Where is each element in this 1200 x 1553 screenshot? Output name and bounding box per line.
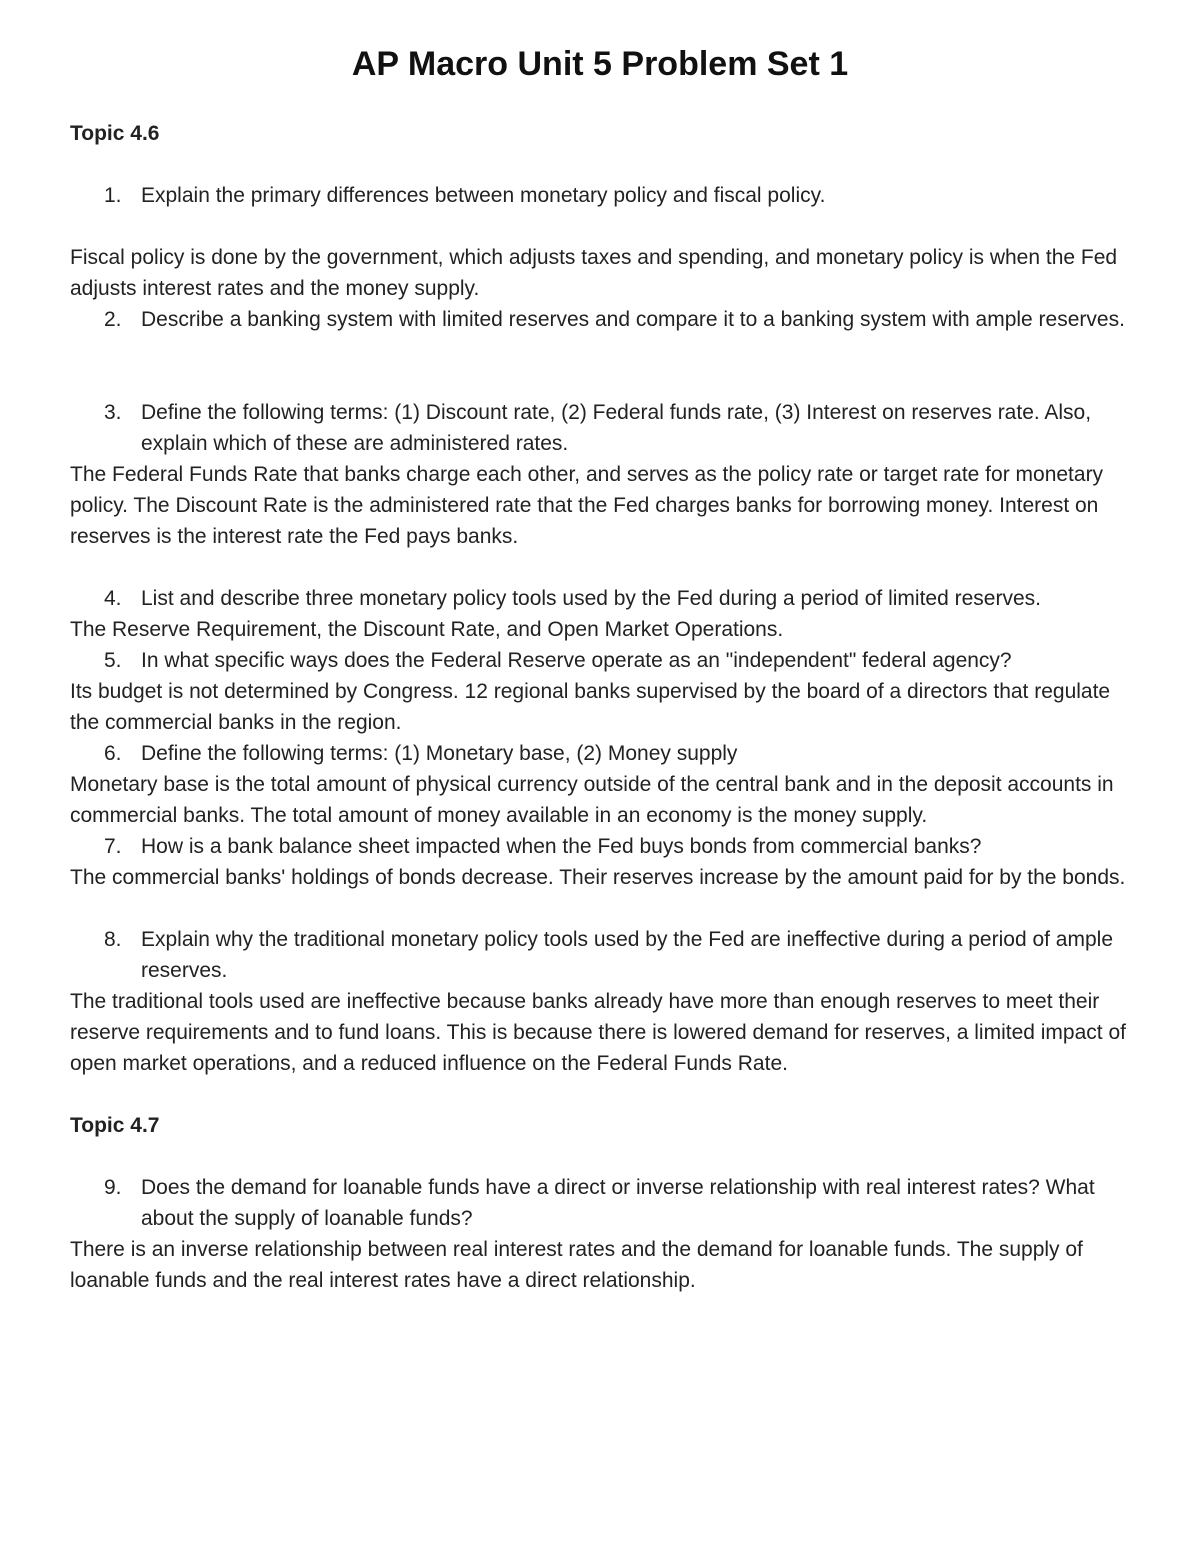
question-number: 2. — [104, 308, 122, 331]
question-number: 9. — [104, 1176, 122, 1199]
question-number: 4. — [104, 587, 122, 610]
question-5 — [70, 645, 1140, 676]
section-heading-topic-4-7: Topic 4.7 — [70, 1114, 160, 1137]
answer-7: The commercial banks' holdings of bonds decrease. Their reserves increase by the amount paid for by the bonds. — [70, 866, 1126, 889]
question-text: How is a bank balance sheet impacted when the Fed buys bonds from commercial banks? — [141, 835, 982, 858]
answer-5: Its budget is not determined by Congress. 12 regional banks supervised by the board of a directors that regulate the commercial banks in the region. — [70, 680, 1111, 734]
answer-6: Monetary base is the total amount of physical currency outside of the central bank and in the deposit accounts in commercial banks. The total amount of money available in an economy is the money supply. — [70, 773, 1114, 827]
question-number: 1. — [104, 184, 122, 207]
answer-1: Fiscal policy is done by the government, which adjusts taxes and spending, and monetary policy is when the Fed adjusts interest rates and the money supply. — [70, 246, 1118, 300]
question-text: Explain why the traditional monetary policy tools used by the Fed are ineffective during a period of ample reserves. — [141, 928, 1113, 982]
question-text: In what specific ways does the Federal Reserve operate as an "independent" federal agency? — [141, 649, 1012, 672]
question-text: Describe a banking system with limited reserves and compare it to a banking system with ample reserves. — [141, 308, 1125, 331]
section-heading-topic-4-6: Topic 4.6 — [70, 122, 160, 145]
question-text: Define the following terms: (1) Discount rate, (2) Federal funds rate, (3) Interest on reserves rate. Also, explain which of these are administered rates. — [141, 401, 1092, 455]
question-6 — [70, 738, 1140, 769]
page-title: AP Macro Unit 5 Problem Set 1 — [351, 45, 849, 83]
answer-3: The Federal Funds Rate that banks charge each other, and serves as the policy rate or target rate for monetary policy. The Discount Rate is the administered rate that the Fed charges banks for borrowing money. Interest on reserves is the interest rate the Fed pays banks. — [70, 463, 1104, 548]
question-7 — [70, 831, 1140, 862]
question-number: 8. — [104, 928, 122, 951]
question-text: List and describe three monetary policy tools used by the Fed during a period of limited reserves. — [141, 587, 1041, 610]
answer-4: The Reserve Requirement, the Discount Rate, and Open Market Operations. — [70, 618, 784, 641]
question-number: 6. — [104, 742, 122, 765]
answer-8: The traditional tools used are ineffective because banks already have more than enough reserves to meet their reserve requirements and to fund loans. This is because there is lowered demand for reserves, a limited impact of open market operations, and a reduced influence on the Federal Funds Rate. — [70, 990, 1126, 1075]
question-4 — [70, 583, 1140, 614]
question-number: 5. — [104, 649, 122, 672]
document-body — [70, 118, 1140, 1296]
question-number: 3. — [104, 401, 122, 424]
question-text: Explain the primary differences between monetary policy and fiscal policy. — [141, 184, 826, 207]
question-3 — [70, 397, 1140, 459]
answer-9: There is an inverse relationship between real interest rates and the demand for loanable funds. The supply of loanable funds and the real interest rates have a direct relationship. — [70, 1238, 1083, 1292]
question-text: Does the demand for loanable funds have a direct or inverse relationship with real interest rates? What about the supply of loanable funds? — [141, 1176, 1095, 1230]
question-9 — [70, 1172, 1140, 1234]
question-1 — [70, 180, 1140, 211]
question-number: 7. — [104, 835, 122, 858]
question-8 — [70, 924, 1140, 986]
question-text: Define the following terms: (1) Monetary base, (2) Money supply — [141, 742, 738, 765]
question-2 — [70, 304, 1140, 335]
